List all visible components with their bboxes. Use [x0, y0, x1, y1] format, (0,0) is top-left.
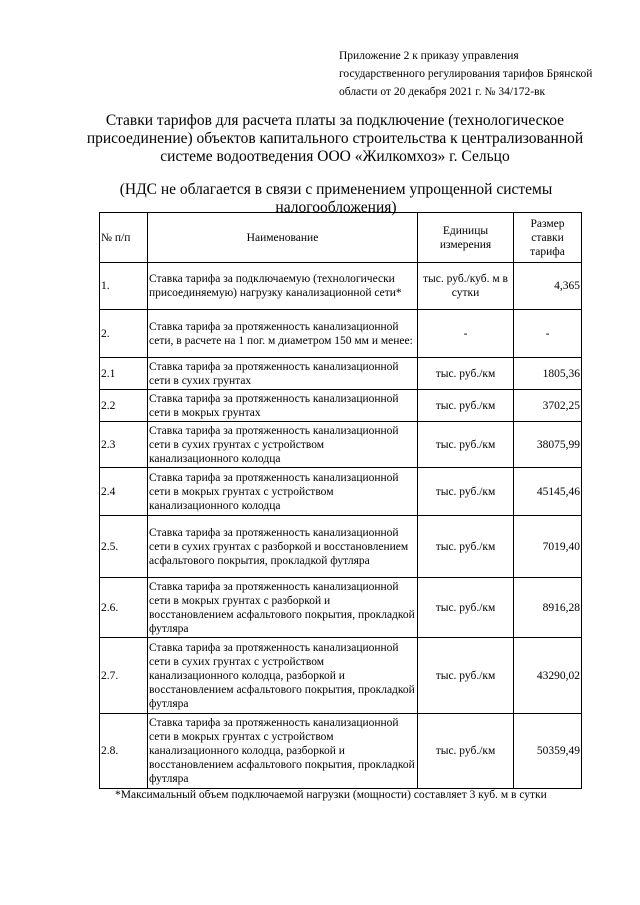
row-number: 2.6.: [100, 578, 148, 638]
table-row: [100, 516, 582, 578]
appendix-line: области от 20 декабря 2021 г. № 34/172-вк: [339, 86, 546, 98]
table-row: [100, 468, 582, 516]
table-header-row: [100, 213, 582, 263]
row-unit: тыс. руб./куб. м в сутки: [418, 263, 514, 310]
row-unit: тыс. руб./км: [418, 358, 514, 390]
header-unit: Единицы измерения: [418, 213, 514, 263]
header-name: Наименование: [148, 213, 418, 263]
row-unit: тыс. руб./км: [418, 468, 514, 516]
row-unit: тыс. руб./км: [418, 516, 514, 578]
title-line: системе водоотведения ООО «Жилкомхоз» г. Сельцо: [160, 148, 510, 165]
row-name: Ставка тарифа за протяженность канализационной сети в мокрых грунтах с устройством канализационного колодца: [148, 468, 418, 516]
row-rate: 7019,40: [514, 516, 582, 578]
row-number: 1.: [100, 263, 148, 310]
row-unit: тыс. руб./км: [418, 578, 514, 638]
row-name: Ставка тарифа за протяженность канализационной сети в мокрых грунтах с устройством канализационного колодца, разборкой и восстановлением асфальтового покрытия, прокладкой футляра: [148, 714, 418, 789]
table-row: [100, 390, 582, 422]
table-row: [100, 263, 582, 310]
row-rate: 45145,46: [514, 468, 582, 516]
table-row: [100, 638, 582, 714]
row-unit: -: [418, 310, 514, 358]
row-unit: тыс. руб./км: [418, 638, 514, 714]
header-number: № п/п: [100, 213, 148, 263]
appendix-line: государственного регулирования тарифов Брянской: [339, 68, 593, 80]
row-rate: 8916,28: [514, 578, 582, 638]
title-line: присоединение) объектов капитального строительства к централизованной: [86, 130, 584, 147]
row-number: 2.2: [100, 390, 148, 422]
appendix-line: Приложение 2 к приказу управления: [339, 50, 519, 62]
footnote: *Максимальный объем подключаемой нагрузки (мощности) составляет 3 куб. м в сутки: [115, 789, 547, 801]
row-name: Ставка тарифа за протяженность канализационной сети в мокрых грунтах с разборкой и восстановлением асфальтового покрытия, прокладкой футляра: [148, 578, 418, 638]
header-rate: Размер ставки тарифа: [514, 213, 582, 263]
document-title: [84, 112, 586, 166]
row-rate: 43290,02: [514, 638, 582, 714]
table-row: [100, 422, 582, 468]
tariff-table: [99, 212, 582, 789]
row-unit: тыс. руб./км: [418, 390, 514, 422]
table-row: [100, 578, 582, 638]
row-rate: 1805,36: [514, 358, 582, 390]
row-number: 2.: [100, 310, 148, 358]
row-number: 2.3: [100, 422, 148, 468]
row-name: Ставка тарифа за протяженность канализационной сети в мокрых грунтах: [148, 390, 418, 422]
table-row: [100, 310, 582, 358]
table-row: [100, 714, 582, 789]
row-rate: -: [514, 310, 582, 358]
vat-line: (НДС не облагается в связи с применением упрощенной системы: [119, 181, 553, 198]
row-name: Ставка тарифа за подключаемую (технологически присоединяемую) нагрузку канализационной сети*: [148, 263, 418, 310]
row-number: 2.4: [100, 468, 148, 516]
vat-line: налогообложения): [275, 199, 397, 216]
row-unit: тыс. руб./км: [418, 422, 514, 468]
row-number: 2.8.: [100, 714, 148, 789]
table-row: [100, 358, 582, 390]
row-name: Ставка тарифа за протяженность канализационной сети, в расчете на 1 пог. м диаметром 150 мм и менее:: [148, 310, 418, 358]
row-rate: 50359,49: [514, 714, 582, 789]
row-number: 2.5.: [100, 516, 148, 578]
row-unit: тыс. руб./км: [418, 714, 514, 789]
title-line: Ставки тарифов для расчета платы за подключение (технологическое: [105, 112, 565, 129]
row-rate: 38075,99: [514, 422, 582, 468]
row-number: 2.1: [100, 358, 148, 390]
row-rate: 4,365: [514, 263, 582, 310]
row-number: 2.7.: [100, 638, 148, 714]
row-name: Ставка тарифа за протяженность канализационной сети в сухих грунтах: [148, 358, 418, 390]
appendix-header: [339, 47, 629, 101]
row-name: Ставка тарифа за протяженность канализационной сети в сухих грунтах с устройством канализационного колодца: [148, 422, 418, 468]
row-rate: 3702,25: [514, 390, 582, 422]
row-name: Ставка тарифа за протяженность канализационной сети в сухих грунтах с разборкой и восстановлением асфальтового покрытия, прокладкой футляра: [148, 516, 418, 578]
row-name: Ставка тарифа за протяженность канализационной сети в сухих грунтах с устройством канализационного колодца, разборкой и восстановлением асфальтового покрытия, прокладкой футляра: [148, 638, 418, 714]
